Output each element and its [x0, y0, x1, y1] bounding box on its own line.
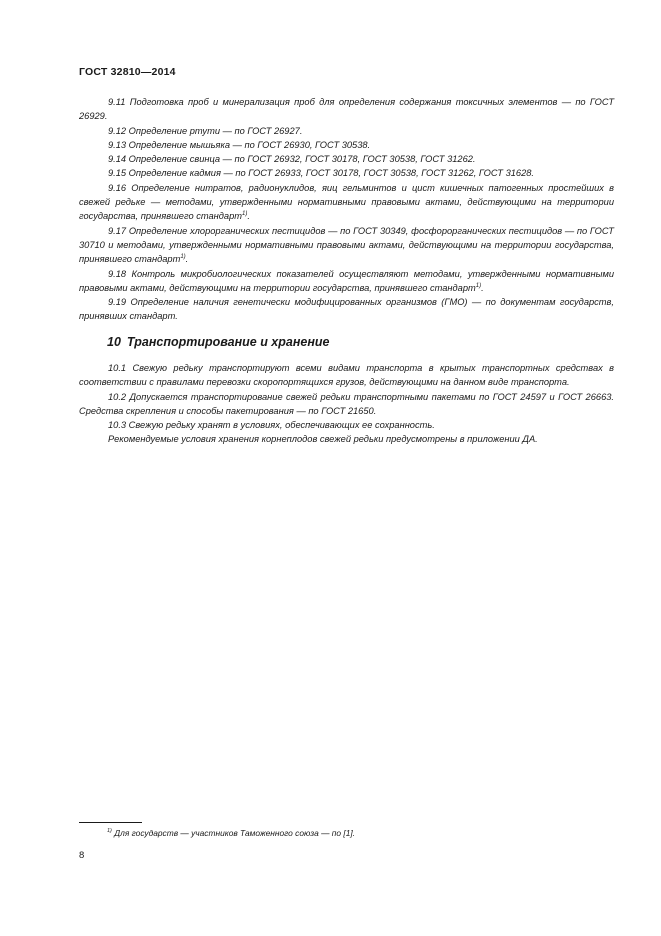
- paragraph-9-12: [79, 124, 614, 138]
- paragraph-text: Рекомендуемые условия хранения корнеплодов свежей редьки предусмотрены в приложении ДА.: [108, 434, 538, 445]
- paragraph-9-16: [79, 181, 614, 224]
- footnote: [107, 828, 355, 838]
- footnote-text: Для государств — участников Таможенного союза — по [1].: [114, 828, 356, 838]
- section-10-body: [79, 361, 614, 447]
- paragraph-9-14: [79, 152, 614, 166]
- section-title: Транспортирование и хранение: [126, 335, 330, 349]
- paragraph-tail: .: [481, 282, 484, 293]
- document-header: ГОСТ 32810—2014: [79, 66, 176, 78]
- paragraph-9-19: [79, 295, 614, 324]
- footnote-reference: 1): [242, 211, 248, 218]
- paragraph-9-17: [79, 224, 614, 267]
- paragraph-9-18: [79, 267, 614, 296]
- paragraph-text: 10.3 Свежую редьку хранят в условиях, обеспечивающих ее сохранность.: [108, 420, 435, 431]
- paragraph-storage-note: [79, 432, 614, 446]
- paragraph-text: 9.14 Определение свинца — по ГОСТ 26932, ГОСТ 30178, ГОСТ 30538, ГОСТ 31262.: [108, 154, 476, 165]
- paragraph-text: 9.16 Определение нитратов, радионуклидов, яиц гельминтов и цист кишечных патогенных простейших в свежей редьке — методами, утвержденными нормативными правовыми актами, действующими на территории государства, принявшего стандарт: [79, 182, 614, 222]
- paragraph-text: 9.13 Определение мышьяка — по ГОСТ 26930, ГОСТ 30538.: [108, 139, 371, 150]
- paragraph-tail: .: [185, 254, 189, 265]
- paragraph-9-13: [79, 138, 614, 152]
- page-number: 8: [79, 850, 85, 861]
- section-heading-10: [107, 335, 329, 349]
- paragraph-text: 9.12 Определение ртути — по ГОСТ 26927.: [108, 125, 303, 136]
- footnote-separator: [79, 822, 142, 823]
- paragraph-text: 9.15 Определение кадмия — по ГОСТ 26933, ГОСТ 30178, ГОСТ 30538, ГОСТ 31262, ГОСТ 31628.: [108, 168, 534, 179]
- footnote-mark: 1): [107, 828, 112, 835]
- paragraph-10-3: [79, 418, 614, 432]
- paragraph-10-1: [79, 361, 614, 390]
- section-9-continuation: [79, 95, 614, 324]
- paragraph-text: 9.18 Контроль микробиологических показателей осуществляют методами, утвержденными нормативными правовыми актами, действующими на территории государства, принявшего стандарт: [79, 268, 614, 293]
- paragraph-text: 10.2 Допускается транспортирование свежей редьки транспортными пакетами по ГОСТ 24597 и ГОСТ 26663. Средства скрепления и способы пакетирования — по ГОСТ 21650.: [79, 391, 614, 416]
- paragraph-9-15: [79, 166, 614, 180]
- paragraph-text: 9.19 Определение наличия генетически модифицированных организмов (ГМО) — по документам государств, принявших стандарт.: [79, 297, 614, 322]
- paragraph-9-11: [79, 95, 614, 124]
- section-number: 10: [107, 335, 121, 349]
- paragraph-10-2: [79, 390, 614, 419]
- footnote-reference: 1): [180, 254, 186, 261]
- paragraph-text: 10.1 Свежую редьку транспортируют всеми видами транспорта в крытых транспортных средствах в соответствии с правилами перевозки скоропортящихся грузов, действующими на данном виде транспорта.: [79, 363, 614, 388]
- paragraph-tail: .: [247, 211, 250, 222]
- paragraph-text: 9.11 Подготовка проб и минерализация проб для определения содержания токсичных элементов — по ГОСТ 26929.: [79, 97, 614, 122]
- paragraph-text: 9.17 Определение хлорорганических пестицидов — по ГОСТ 30349, фосфорорганических пестицидов — по ГОСТ 30710 и методами, утвержденными нормативными правовыми актами, действующими на территории государства, принявшего стандарт: [79, 225, 614, 265]
- footnote-reference: 1): [475, 282, 482, 289]
